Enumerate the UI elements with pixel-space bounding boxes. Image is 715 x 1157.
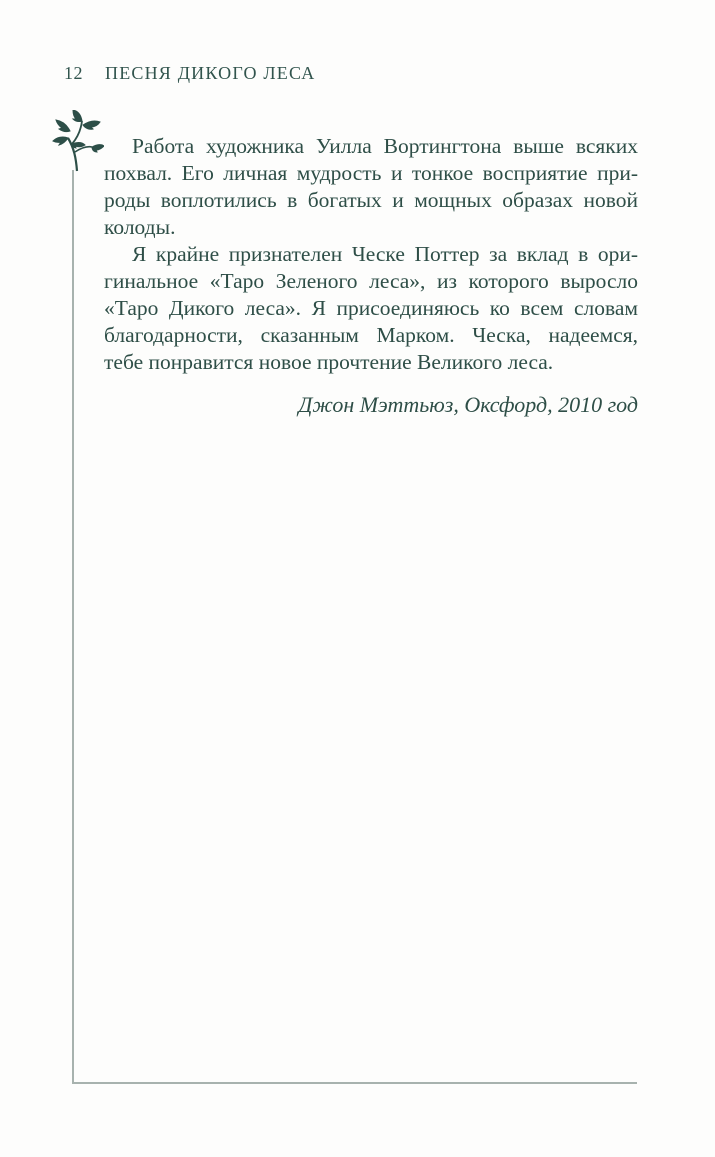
- text-line: роды воплотились в богатых и мощных образах новой: [104, 188, 638, 212]
- text-line: Я крайне признателен Ческе Поттер за вклад в ори-: [132, 242, 638, 266]
- page-number: 12: [64, 63, 83, 83]
- text-line: похвал. Его личная мудрость и тонкое восприятие при-: [104, 161, 638, 185]
- running-title: ПЕСНЯ ДИКОГО ЛЕСА: [105, 63, 316, 83]
- paragraph-1: [104, 133, 638, 241]
- text-line: колоды.: [104, 215, 176, 239]
- running-header: [64, 63, 316, 83]
- text-line: гинальное «Таро Зеленого леса», из которого выросло: [104, 269, 638, 293]
- text-line: тебе понравится новое прочтение Великого леса.: [104, 350, 554, 374]
- text-line: Работа художника Уилла Вортингтона выше всяких: [132, 134, 638, 158]
- text-block: [104, 133, 638, 418]
- text-line: благодарности, сказанным Марком. Ческа, надеемся,: [104, 323, 638, 347]
- text-line: «Таро Дикого леса». Я присоединяюсь ко всем словам: [104, 296, 638, 320]
- plant-sprig-icon: [50, 110, 104, 172]
- attribution-line: Джон Мэттьюз, Оксфорд, 2010 год: [298, 392, 638, 417]
- paragraph-2: [104, 241, 638, 376]
